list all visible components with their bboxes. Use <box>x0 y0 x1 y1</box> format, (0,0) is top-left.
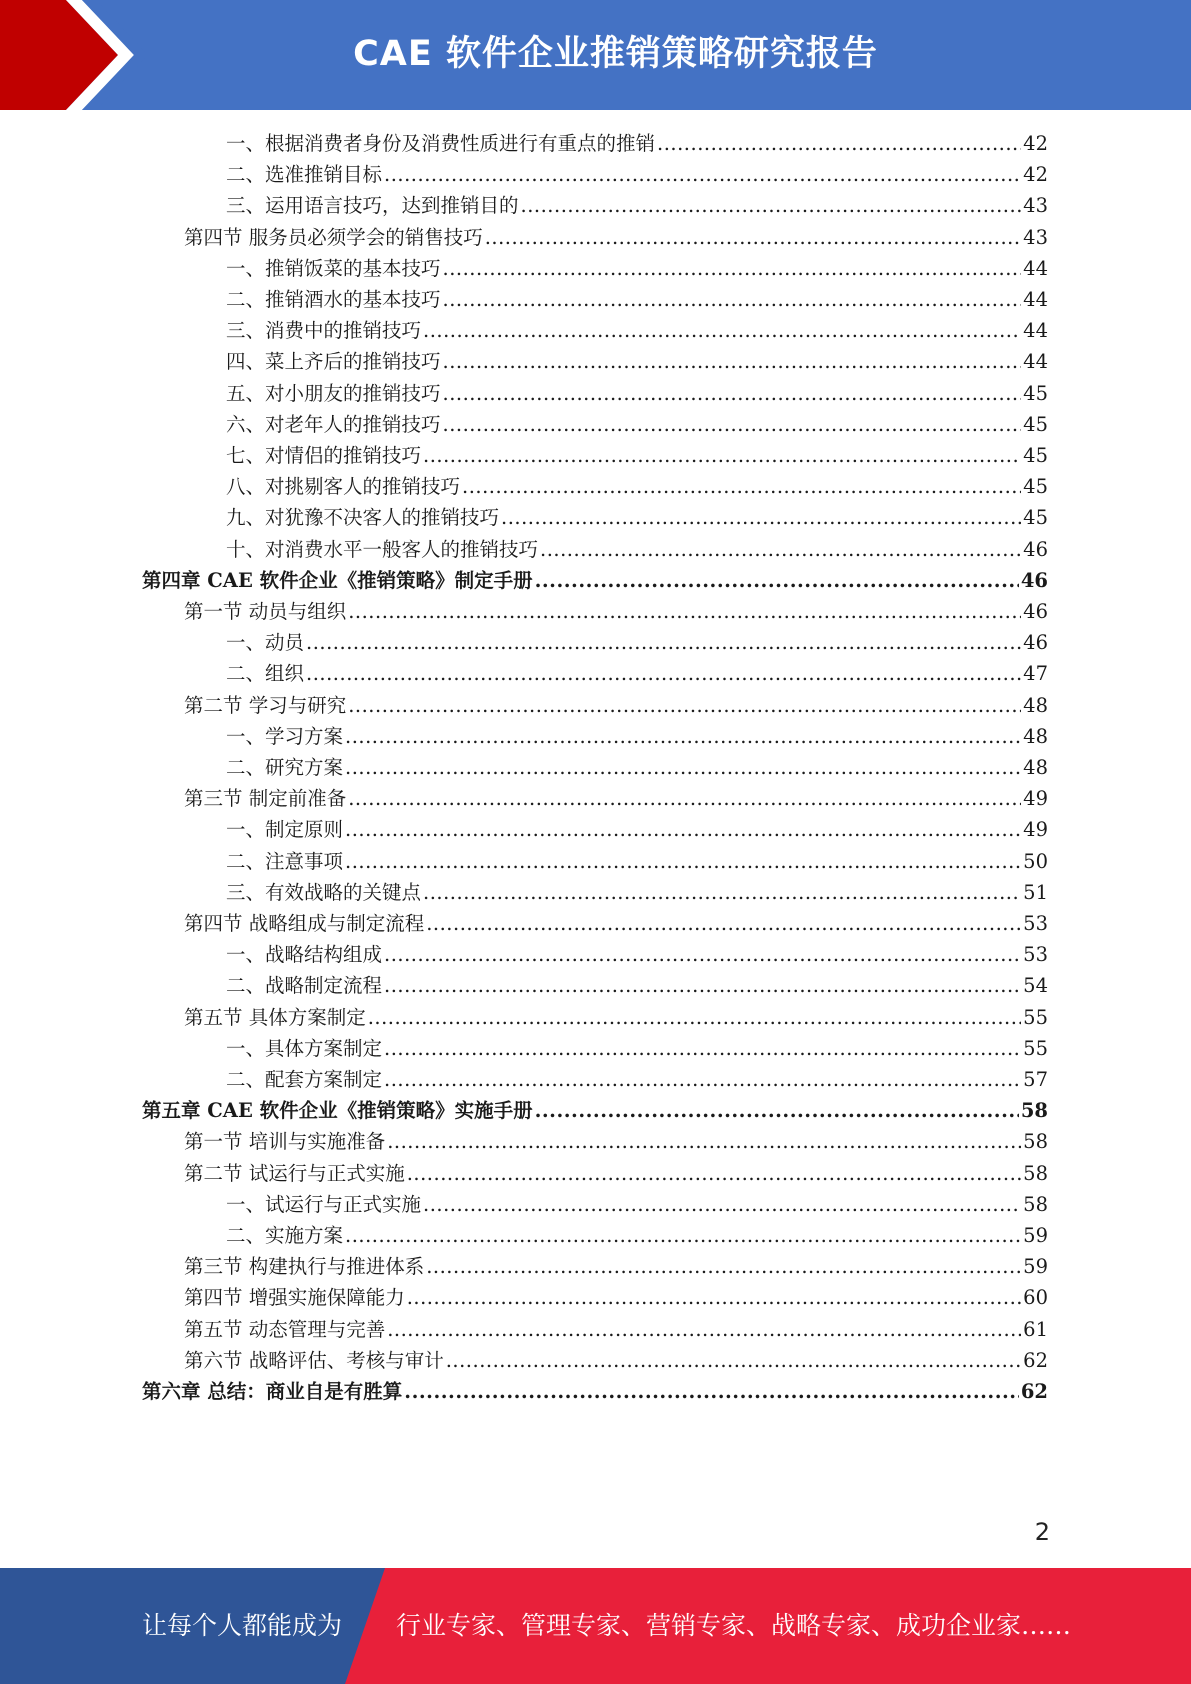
toc-entry-title: 第四章 CAE 软件企业《推销策略》制定手册 <box>142 568 533 592</box>
toc-dot-leader <box>443 253 1022 284</box>
toc-dot-leader <box>423 1189 1021 1220</box>
toc-entry-title: 一、试运行与正式实施 <box>226 1192 422 1216</box>
toc-dot-leader <box>348 596 1021 627</box>
toc-entry-title: 四、菜上齐后的推销技巧 <box>226 350 441 374</box>
toc-entry-title: 第四节 战略组成与制定流程 <box>184 912 425 935</box>
toc-entry-title: 第二节 试运行与正式实施 <box>184 1161 405 1185</box>
toc-dot-leader <box>306 627 1021 658</box>
toc-entry-title: 一、学习方案 <box>226 724 344 748</box>
toc-entry[interactable] <box>226 315 1048 346</box>
toc-entry-title: 三、消费中的推销技巧 <box>226 319 422 343</box>
toc-entry-page: 48 <box>1023 724 1048 748</box>
toc-entry-page: 42 <box>1023 163 1048 187</box>
toc-entry-page: 51 <box>1023 880 1048 904</box>
toc-entry[interactable] <box>226 502 1048 533</box>
page-number: 2 <box>1034 1518 1050 1546</box>
toc-dot-leader <box>407 1158 1021 1189</box>
toc-dot-leader <box>535 565 1019 596</box>
footer-slogan-left: 让每个人都能成为 <box>142 1611 343 1640</box>
toc-entry-title: 第一节 培训与实施准备 <box>184 1130 386 1154</box>
toc-entry-page: 61 <box>1023 1317 1048 1341</box>
toc-entry-page: 58 <box>1023 1161 1048 1185</box>
toc-entry[interactable] <box>226 814 1048 845</box>
toc-entry[interactable] <box>226 1189 1048 1220</box>
toc-entry-title: 一、战略结构组成 <box>226 943 383 967</box>
toc-entry[interactable] <box>184 596 1048 627</box>
toc-entry-title: 十、对消费水平一般客人的推销技巧 <box>226 537 539 561</box>
toc-entry[interactable] <box>226 346 1048 377</box>
toc-entry-page: 55 <box>1023 1005 1048 1029</box>
toc-entry-title: 一、推销饭菜的基本技巧 <box>226 256 441 280</box>
toc-entry[interactable] <box>184 908 1048 939</box>
header-bar <box>0 0 1191 110</box>
toc-dot-leader <box>306 658 1021 689</box>
toc-entry-page: 45 <box>1023 381 1048 405</box>
toc-entry[interactable] <box>184 1002 1048 1033</box>
footer-slogan-right: 行业专家、管理专家、营销专家、战略专家、成功企业家…… <box>396 1611 1072 1640</box>
toc-entry-title: 第五章 CAE 软件企业《推销策略》实施手册 <box>142 1099 533 1123</box>
toc-entry-title: 二、研究方案 <box>226 756 344 779</box>
toc-entry[interactable] <box>184 1345 1048 1376</box>
toc-dot-leader <box>485 222 1021 253</box>
toc-entry-title: 八、对挑剔客人的推销技巧 <box>226 475 461 499</box>
toc-entry[interactable] <box>226 378 1048 409</box>
toc-entry-title: 第一节 动员与组织 <box>184 600 347 623</box>
toc-entry[interactable] <box>226 440 1048 471</box>
footer-banner <box>0 1568 1191 1684</box>
toc-dot-leader <box>426 908 1021 939</box>
toc-entry[interactable] <box>226 159 1048 190</box>
toc-entry[interactable] <box>226 1033 1048 1064</box>
toc-entry[interactable] <box>226 128 1048 159</box>
toc-entry-title: 第二节 学习与研究 <box>184 693 347 717</box>
toc-entry-page: 58 <box>1023 1130 1048 1154</box>
toc-entry[interactable] <box>226 1220 1048 1251</box>
toc-entry[interactable] <box>142 1095 1048 1126</box>
toc-entry-page: 54 <box>1023 974 1048 998</box>
toc-entry-title: 三、有效战略的关键点 <box>226 880 422 904</box>
toc-entry[interactable] <box>184 690 1048 721</box>
toc-entry-title: 二、组织 <box>226 662 305 686</box>
toc-entry-title: 第五节 具体方案制定 <box>184 1005 366 1029</box>
toc-entry[interactable] <box>184 222 1048 253</box>
toc-entry-page: 44 <box>1023 319 1048 343</box>
toc-entry-title: 第四节 服务员必须学会的销售技巧 <box>184 225 483 249</box>
toc-entry-page: 46 <box>1023 600 1048 623</box>
toc-entry[interactable] <box>226 877 1048 908</box>
toc-entry-title: 一、动员 <box>226 631 305 655</box>
toc-entry[interactable] <box>184 1126 1048 1157</box>
toc-entry-page: 58 <box>1023 1192 1048 1216</box>
toc-dot-leader <box>348 783 1021 814</box>
toc-entry-page: 44 <box>1023 288 1048 311</box>
toc-entry[interactable] <box>226 721 1048 752</box>
toc-entry[interactable] <box>142 565 1048 596</box>
toc-entry-title: 一、制定原则 <box>226 818 344 842</box>
toc-entry-page: 47 <box>1023 662 1048 686</box>
toc-entry[interactable] <box>226 752 1048 783</box>
toc-entry[interactable] <box>142 1376 1048 1407</box>
toc-entry-title: 二、战略制定流程 <box>226 974 383 998</box>
toc-entry-page: 44 <box>1023 256 1048 280</box>
toc-entry[interactable] <box>226 658 1048 689</box>
toc-dot-leader <box>423 315 1021 346</box>
toc-entry-title: 二、推销酒水的基本技巧 <box>226 288 441 311</box>
toc-entry-title: 六、对老年人的推销技巧 <box>226 412 441 436</box>
toc-entry-page: 45 <box>1023 412 1048 436</box>
toc-entry-page: 48 <box>1023 693 1048 717</box>
toc-entry[interactable] <box>226 970 1048 1001</box>
toc-entry-title: 一、具体方案制定 <box>226 1036 383 1060</box>
toc-entry[interactable] <box>184 1251 1048 1282</box>
toc-entry-page: 44 <box>1023 350 1048 374</box>
toc-entry[interactable] <box>184 1314 1048 1345</box>
toc-entry-page: 55 <box>1023 1036 1048 1060</box>
toc-entry[interactable] <box>226 284 1048 315</box>
toc-entry-title: 二、注意事项 <box>226 849 344 873</box>
toc-entry-page: 50 <box>1023 849 1048 873</box>
toc-dot-leader <box>345 752 1021 783</box>
toc-dot-leader <box>384 1064 1021 1095</box>
toc-entry-page: 62 <box>1020 1380 1048 1403</box>
toc-dot-leader <box>407 1282 1021 1313</box>
toc-entry-page: 53 <box>1023 943 1048 967</box>
toc-entry[interactable] <box>226 846 1048 877</box>
toc-entry-page: 46 <box>1023 537 1048 561</box>
toc-dot-leader <box>387 1126 1021 1157</box>
toc-entry-page: 46 <box>1020 568 1048 592</box>
toc-dot-leader <box>384 970 1021 1001</box>
document-title: CAE 软件企业推销策略研究报告 <box>353 34 878 74</box>
toc-entry-page: 46 <box>1023 631 1048 655</box>
toc-dot-leader <box>423 877 1021 908</box>
toc-dot-leader <box>657 128 1021 159</box>
toc-entry-title: 第四节 增强实施保障能力 <box>184 1286 405 1310</box>
toc-entry-page: 53 <box>1023 912 1048 935</box>
toc-dot-leader <box>384 1033 1021 1064</box>
toc-dot-leader <box>535 1095 1019 1126</box>
toc-dot-leader <box>501 502 1021 533</box>
toc-dot-leader <box>348 690 1021 721</box>
toc-entry-title: 二、实施方案 <box>226 1224 344 1247</box>
toc-entry-title: 第五节 动态管理与完善 <box>184 1317 386 1341</box>
toc-dot-leader <box>521 190 1022 221</box>
toc-dot-leader <box>384 159 1021 190</box>
toc-entry-page: 60 <box>1023 1286 1048 1310</box>
toc-entry-page: 43 <box>1023 194 1048 218</box>
toc-dot-leader <box>345 814 1021 845</box>
toc-entry[interactable] <box>226 253 1048 284</box>
toc-dot-leader <box>423 440 1021 471</box>
toc-dot-leader <box>446 1345 1021 1376</box>
toc-entry-page: 58 <box>1020 1099 1048 1123</box>
toc-entry[interactable] <box>226 939 1048 970</box>
toc-dot-leader <box>345 1220 1021 1251</box>
toc-entry-page: 49 <box>1023 787 1048 811</box>
toc-dot-leader <box>443 284 1022 315</box>
toc-entry-title: 三、运用语言技巧，达到推销目的 <box>226 194 519 218</box>
toc-entry-title: 第三节 制定前准备 <box>184 787 347 811</box>
toc-entry-title: 二、配套方案制定 <box>226 1068 383 1091</box>
toc-entry-title: 一、根据消费者身份及消费性质进行有重点的推销 <box>226 132 656 155</box>
toc-entry-page: 45 <box>1023 444 1048 467</box>
toc-entry-page: 43 <box>1023 225 1048 249</box>
toc-entry-page: 48 <box>1023 756 1048 779</box>
toc-dot-leader <box>426 1251 1021 1282</box>
toc-entry-title: 九、对犹豫不决客人的推销技巧 <box>226 506 500 530</box>
toc-dot-leader <box>345 721 1021 752</box>
toc-entry-page: 45 <box>1023 475 1048 499</box>
toc-entry[interactable] <box>226 534 1048 565</box>
toc-dot-leader <box>345 846 1021 877</box>
toc-entry[interactable] <box>226 1064 1048 1095</box>
toc-entry-title: 二、选准推销目标 <box>226 163 383 187</box>
toc-entry[interactable] <box>226 627 1048 658</box>
toc-dot-leader <box>368 1002 1021 1033</box>
toc-dot-leader <box>540 534 1021 565</box>
toc-entry-page: 57 <box>1023 1068 1048 1091</box>
toc-entry-title: 第六节 战略评估、考核与审计 <box>184 1348 444 1372</box>
toc-entry[interactable] <box>184 783 1048 814</box>
toc-entry-title: 第三节 构建执行与推进体系 <box>184 1255 425 1279</box>
toc-entry-title: 五、对小朋友的推销技巧 <box>226 381 441 405</box>
toc-dot-leader <box>443 378 1022 409</box>
toc-entry[interactable] <box>226 471 1048 502</box>
toc-dot-leader <box>387 1314 1021 1345</box>
toc-entry-title: 第六章 总结：商业自是有胜算 <box>142 1380 403 1403</box>
toc-entry-page: 45 <box>1023 506 1048 530</box>
toc-dot-leader <box>443 409 1022 440</box>
toc-entry-page: 59 <box>1023 1224 1048 1247</box>
toc-dot-leader <box>404 1376 1019 1407</box>
toc-entry[interactable] <box>184 1282 1048 1313</box>
toc-entry-page: 49 <box>1023 818 1048 842</box>
toc-dot-leader <box>462 471 1021 502</box>
toc-dot-leader <box>443 346 1022 377</box>
toc-entry-page: 59 <box>1023 1255 1048 1279</box>
toc-entry-title: 七、对情侣的推销技巧 <box>226 444 422 467</box>
toc-entry[interactable] <box>184 1158 1048 1189</box>
toc-entry-page: 42 <box>1023 132 1048 155</box>
toc-entry[interactable] <box>226 190 1048 221</box>
toc-dot-leader <box>384 939 1021 970</box>
toc-entry[interactable] <box>226 409 1048 440</box>
toc-entry-page: 62 <box>1023 1348 1048 1372</box>
